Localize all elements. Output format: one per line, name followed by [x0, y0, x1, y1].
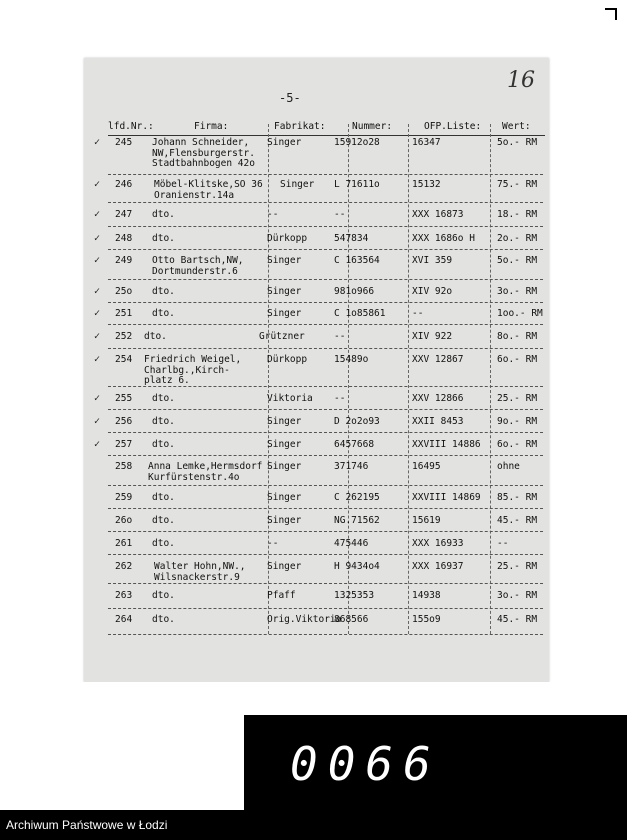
cell-nummer: --	[334, 209, 346, 220]
cell-nummer: 868566	[334, 614, 369, 625]
cell-lfd-nr: 256	[115, 416, 133, 427]
cell-nummer: C 262195	[334, 492, 380, 503]
cell-wert: 6o.- RM	[497, 439, 538, 450]
cell-fabrikat: Singer	[267, 515, 302, 526]
checkmark-icon: ✓	[94, 393, 101, 404]
checkmark-icon: ✓	[94, 209, 101, 220]
cell-wert: 8o.- RM	[497, 331, 538, 342]
cell-wert: 25.- RM	[497, 393, 538, 404]
cell-lfd-nr: 252	[115, 331, 133, 342]
cell-ofp-liste: XXV 12866	[412, 393, 464, 404]
cell-firma: dto.	[152, 614, 175, 625]
cell-firma: Möbel-Klitske,SO 36 Oranienstr.14a	[154, 179, 263, 201]
cell-nummer: 547834	[334, 233, 369, 244]
cell-lfd-nr: 262	[115, 561, 133, 572]
cell-fabrikat: Orig.Viktoria	[267, 614, 342, 625]
row-rule	[108, 608, 543, 609]
cell-ofp-liste: XXX 1686o H	[412, 233, 475, 244]
row-rule	[108, 554, 543, 555]
cell-fabrikat: Singer	[267, 439, 302, 450]
checkmark-icon: ✓	[94, 286, 101, 297]
header-firma: Firma:	[194, 121, 229, 132]
row-rule	[108, 485, 543, 486]
cell-ofp-liste: 16347	[412, 137, 441, 148]
folio-number: 16	[507, 68, 535, 93]
cell-nummer: --	[334, 393, 346, 404]
cell-firma: dto.	[152, 492, 175, 503]
row-rule	[108, 531, 543, 532]
cell-fabrikat: Singer	[267, 137, 302, 148]
cell-wert: 25.- RM	[497, 561, 538, 572]
cell-wert: 18.- RM	[497, 209, 538, 220]
cell-lfd-nr: 263	[115, 590, 133, 601]
header-wert: Wert:	[502, 121, 531, 132]
cell-fabrikat: Dürkopp	[267, 233, 308, 244]
cell-lfd-nr: 25o	[115, 286, 133, 297]
cell-firma: Johann Schneider, NW,Flensburgerstr. Stadtbahnbogen 42o	[152, 137, 255, 169]
row-rule	[108, 583, 543, 584]
checkmark-icon: ✓	[94, 255, 101, 266]
cell-firma: dto.	[152, 515, 175, 526]
row-rule	[108, 302, 543, 303]
header-nummer: Nummer:	[352, 121, 393, 132]
cell-lfd-nr: 251	[115, 308, 133, 319]
cell-nummer: C 1o85861	[334, 308, 386, 319]
cell-lfd-nr: 258	[115, 461, 133, 472]
cell-lfd-nr: 264	[115, 614, 133, 625]
cell-nummer: 6457668	[334, 439, 375, 450]
cell-firma: Friedrich Weigel, Charlbg.,Kirch- platz 6.	[144, 354, 242, 386]
cell-lfd-nr: 261	[115, 538, 133, 549]
column-divider	[268, 124, 269, 634]
cell-firma: dto.	[152, 439, 175, 450]
cell-ofp-liste: XXV 12867	[412, 354, 464, 365]
cell-lfd-nr: 254	[115, 354, 133, 365]
cell-fabrikat: Singer	[267, 461, 302, 472]
cell-firma: dto.	[152, 393, 175, 404]
cell-nummer: 15489o	[334, 354, 369, 365]
header-fabrikat: Fabrikat:	[274, 121, 326, 132]
cell-wert: 1oo.- RM	[497, 308, 543, 319]
header-rule	[108, 135, 545, 136]
cell-ofp-liste: XXVIII 14869	[412, 492, 481, 503]
page-number: -5-	[279, 91, 301, 105]
header-ofp-liste: OFP.Liste:	[424, 121, 482, 132]
cell-firma: Anna Lemke,Hermsdorf Kurfürstenstr.4o	[148, 461, 263, 483]
column-divider	[490, 124, 491, 634]
checkmark-icon: ✓	[94, 179, 101, 190]
row-rule	[108, 634, 543, 635]
cell-firma: dto.	[152, 590, 175, 601]
column-divider	[408, 124, 409, 634]
cell-wert: 2o.- RM	[497, 233, 538, 244]
cell-wert: 75.- RM	[497, 179, 538, 190]
scan-margin	[0, 0, 627, 14]
checkmark-icon: ✓	[94, 439, 101, 450]
cell-fabrikat: Viktoria	[267, 393, 313, 404]
row-rule	[108, 324, 543, 325]
cell-nummer: H 9434o4	[334, 561, 380, 572]
archive-bar	[0, 810, 627, 840]
cell-fabrikat: Pfaff	[267, 590, 296, 601]
cell-firma: dto.	[152, 209, 175, 220]
crop-corner-mark	[605, 8, 617, 20]
row-rule	[108, 249, 543, 250]
cell-firma: dto.	[152, 233, 175, 244]
cell-ofp-liste: XXX 16937	[412, 561, 464, 572]
cell-wert: 85.- RM	[497, 492, 538, 503]
checkmark-icon: ✓	[94, 354, 101, 365]
stamp-number: 0066	[290, 737, 441, 791]
cell-ofp-liste: 15619	[412, 515, 441, 526]
cell-nummer: D 2o2o93	[334, 416, 380, 427]
row-rule	[108, 279, 543, 280]
cell-wert: 9o.- RM	[497, 416, 538, 427]
cell-ofp-liste: 155o9	[412, 614, 441, 625]
cell-ofp-liste: --	[412, 308, 424, 319]
row-rule	[108, 202, 543, 203]
cell-fabrikat: Singer	[267, 255, 302, 266]
cell-lfd-nr: 246	[115, 179, 133, 190]
cell-wert: 5o.- RM	[497, 255, 538, 266]
cell-ofp-liste: 16495	[412, 461, 441, 472]
row-rule	[108, 226, 543, 227]
cell-nummer: 475446	[334, 538, 369, 549]
cell-firma: dto.	[152, 416, 175, 427]
cell-lfd-nr: 245	[115, 137, 133, 148]
cell-wert: 3o.- RM	[497, 590, 538, 601]
row-rule	[108, 508, 543, 509]
cell-ofp-liste: XXX 16933	[412, 538, 464, 549]
cell-fabrikat: Singer	[267, 308, 302, 319]
cell-nummer: L 71611o	[334, 179, 380, 190]
cell-ofp-liste: 14938	[412, 590, 441, 601]
cell-fabrikat: Singer	[267, 416, 302, 427]
cell-nummer: 15912o28	[334, 137, 380, 148]
cell-nummer: 1325353	[334, 590, 375, 601]
cell-nummer: C 163564	[334, 255, 380, 266]
cell-firma: Otto Bartsch,NW, Dortmunderstr.6	[152, 255, 244, 277]
cell-ofp-liste: XVI 359	[412, 255, 453, 266]
cell-wert: 6o.- RM	[497, 354, 538, 365]
archive-label: Archiwum Państwowe w Łodzi	[6, 818, 168, 832]
cell-fabrikat: --	[267, 209, 279, 220]
row-rule	[108, 174, 543, 175]
cell-wert: 45.- RM	[497, 614, 538, 625]
document-page	[84, 58, 549, 682]
row-rule	[108, 386, 543, 387]
cell-fabrikat: Singer	[280, 179, 315, 190]
cell-ofp-liste: XIV 92o	[412, 286, 453, 297]
cell-fabrikat: Dürkopp	[267, 354, 308, 365]
cell-lfd-nr: 249	[115, 255, 133, 266]
checkmark-icon: ✓	[94, 233, 101, 244]
header-lfd-nr: lfd.Nr.:	[108, 121, 154, 132]
row-rule	[108, 409, 543, 410]
checkmark-icon: ✓	[94, 416, 101, 427]
cell-lfd-nr: 247	[115, 209, 133, 220]
cell-fabrikat: Singer	[267, 561, 302, 572]
cell-ofp-liste: XIV 922	[412, 331, 453, 342]
cell-ofp-liste: XXX 16873	[412, 209, 464, 220]
cell-ofp-liste: XXII 8453	[412, 416, 464, 427]
cell-fabrikat: Singer	[267, 286, 302, 297]
cell-wert: 3o.- RM	[497, 286, 538, 297]
cell-lfd-nr: 259	[115, 492, 133, 503]
cell-wert: ohne	[497, 461, 520, 472]
cell-lfd-nr: 248	[115, 233, 133, 244]
cell-wert: 45.- RM	[497, 515, 538, 526]
cell-wert: --	[497, 538, 509, 549]
cell-firma: dto.	[152, 286, 175, 297]
cell-fabrikat: Singer	[267, 492, 302, 503]
cell-nummer: NG.71562	[334, 515, 380, 526]
row-rule	[108, 348, 543, 349]
cell-lfd-nr: 26o	[115, 515, 133, 526]
checkmark-icon: ✓	[94, 308, 101, 319]
cell-nummer: 981o966	[334, 286, 375, 297]
column-divider	[348, 124, 349, 634]
checkmark-icon: ✓	[94, 137, 101, 148]
cell-nummer: --	[334, 331, 346, 342]
cell-fabrikat: --	[267, 538, 279, 549]
cell-lfd-nr: 257	[115, 439, 133, 450]
row-rule	[108, 455, 543, 456]
cell-firma: dto.	[152, 308, 175, 319]
cell-wert: 5o.- RM	[497, 137, 538, 148]
cell-lfd-nr: 255	[115, 393, 133, 404]
cell-fabrikat: Grützner	[259, 331, 305, 342]
cell-firma: Walter Hohn,NW., Wilsnackerstr.9	[154, 561, 246, 583]
cell-ofp-liste: 15132	[412, 179, 441, 190]
cell-firma: dto.	[144, 331, 167, 342]
checkmark-icon: ✓	[94, 331, 101, 342]
cell-nummer: 371746	[334, 461, 369, 472]
cell-ofp-liste: XXVIII 14886	[412, 439, 481, 450]
row-rule	[108, 432, 543, 433]
cell-firma: dto.	[152, 538, 175, 549]
